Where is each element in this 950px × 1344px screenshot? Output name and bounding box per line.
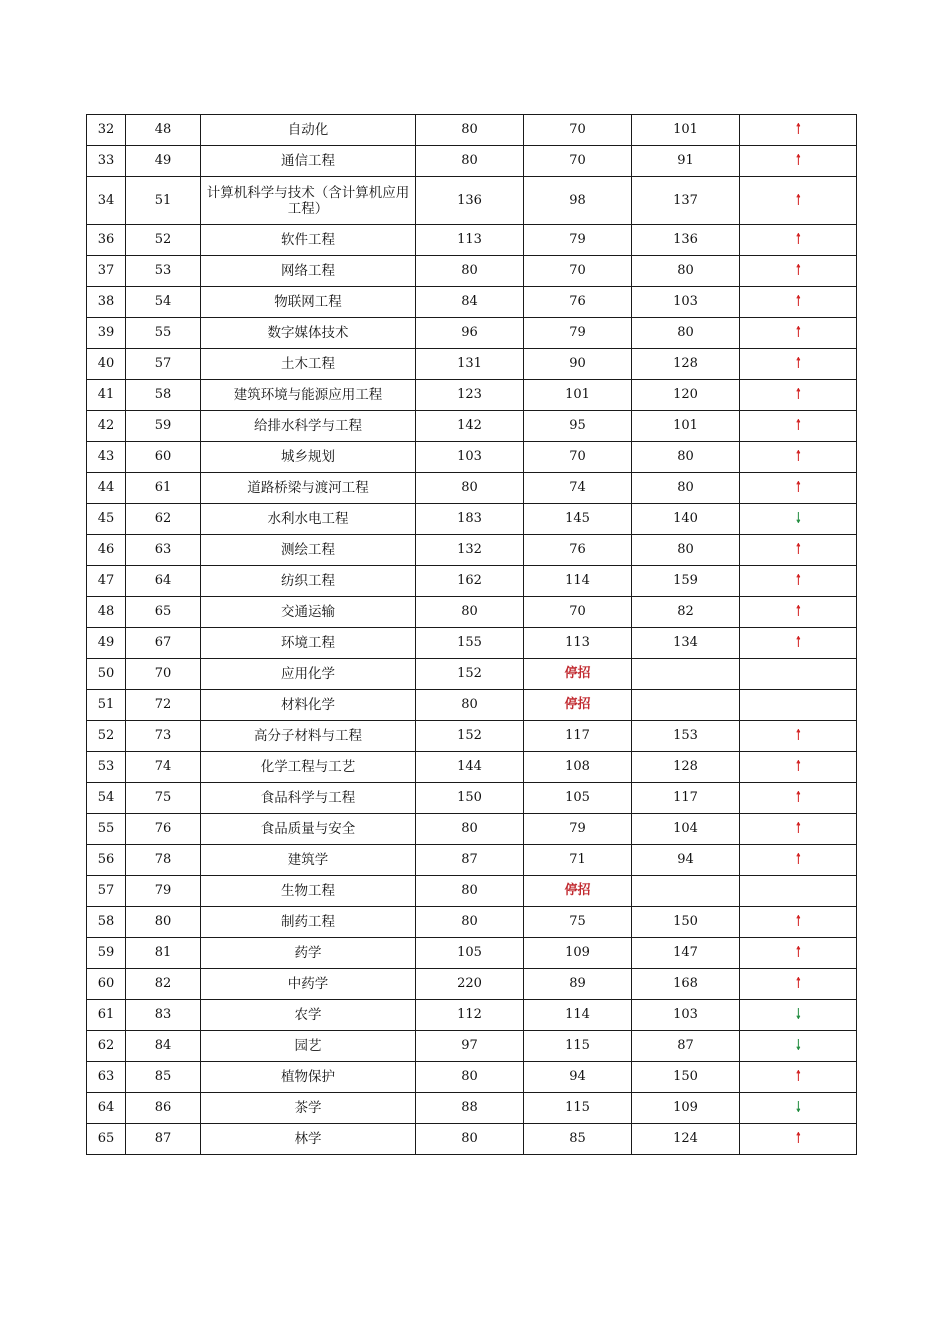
row-number-cell: 51 (87, 690, 126, 721)
trend-cell (740, 411, 857, 442)
table-row (87, 783, 857, 814)
score-col-3-cell: 104 (632, 814, 740, 845)
trend-cell (740, 752, 857, 783)
arrow-up-icon: ↑ (794, 633, 802, 651)
score-col-1-cell: 84 (416, 287, 524, 318)
major-code-cell: 72 (126, 690, 201, 721)
score-col-1-cell: 131 (416, 349, 524, 380)
arrow-up-icon: ↑ (794, 354, 802, 372)
trend-cell (740, 969, 857, 1000)
arrow-up-icon: ↑ (794, 819, 802, 837)
table-row (87, 535, 857, 566)
table-row (87, 566, 857, 597)
table-row (87, 938, 857, 969)
stopped-enrollment-label: 停招 (564, 697, 591, 712)
table-row (87, 146, 857, 177)
major-code-cell: 82 (126, 969, 201, 1000)
trend-cell (740, 256, 857, 287)
score-col-3-cell: 140 (632, 504, 740, 535)
trend-cell (740, 845, 857, 876)
score-col-3-cell: 168 (632, 969, 740, 1000)
row-number-cell: 47 (87, 566, 126, 597)
table-row (87, 1000, 857, 1031)
row-number-cell: 52 (87, 721, 126, 752)
major-name-cell: 农学 (201, 1000, 416, 1031)
major-name-cell: 化学工程与工艺 (201, 752, 416, 783)
arrow-up-icon: ↑ (794, 323, 802, 341)
score-col-3-cell: 103 (632, 287, 740, 318)
trend-cell (740, 783, 857, 814)
arrow-up-icon: ↑ (794, 788, 802, 806)
score-col-1-cell: 80 (416, 907, 524, 938)
trend-cell (740, 473, 857, 504)
arrow-up-icon: ↑ (794, 120, 802, 138)
major-name-cell: 软件工程 (201, 225, 416, 256)
major-code-cell: 55 (126, 318, 201, 349)
score-col-3-cell (632, 659, 740, 690)
score-col-2-cell (524, 876, 632, 907)
score-col-1-cell: 80 (416, 256, 524, 287)
score-col-3-cell: 128 (632, 752, 740, 783)
row-number-cell: 48 (87, 597, 126, 628)
row-number-cell: 56 (87, 845, 126, 876)
score-col-1-cell: 123 (416, 380, 524, 411)
arrow-up-icon: ↑ (794, 1067, 802, 1085)
major-name-cell: 食品科学与工程 (201, 783, 416, 814)
table-body (87, 115, 857, 1155)
arrow-up-icon: ↑ (794, 757, 802, 775)
row-number-cell: 37 (87, 256, 126, 287)
table-row (87, 473, 857, 504)
score-col-3-cell: 147 (632, 938, 740, 969)
score-col-3-cell: 109 (632, 1093, 740, 1124)
major-code-cell: 63 (126, 535, 201, 566)
major-name-cell: 林学 (201, 1124, 416, 1155)
score-col-2-cell: 101 (524, 380, 632, 411)
table-row (87, 1031, 857, 1062)
score-col-2-cell: 114 (524, 566, 632, 597)
table-row (87, 225, 857, 256)
major-name-cell: 物联网工程 (201, 287, 416, 318)
row-number-cell: 55 (87, 814, 126, 845)
major-name-cell: 给排水科学与工程 (201, 411, 416, 442)
score-col-1-cell: 80 (416, 690, 524, 721)
row-number-cell: 42 (87, 411, 126, 442)
arrow-up-icon: ↑ (794, 912, 802, 930)
score-col-1-cell: 155 (416, 628, 524, 659)
score-col-2-cell (524, 659, 632, 690)
score-col-1-cell: 136 (416, 177, 524, 225)
major-code-cell: 59 (126, 411, 201, 442)
score-col-2-cell: 115 (524, 1031, 632, 1062)
score-col-1-cell: 87 (416, 845, 524, 876)
major-code-cell: 67 (126, 628, 201, 659)
trend-cell (740, 659, 857, 690)
score-col-1-cell: 103 (416, 442, 524, 473)
score-col-2-cell: 90 (524, 349, 632, 380)
table-row (87, 318, 857, 349)
trend-cell (740, 146, 857, 177)
score-col-1-cell: 113 (416, 225, 524, 256)
major-name-cell: 道路桥梁与渡河工程 (201, 473, 416, 504)
trend-cell (740, 380, 857, 411)
trend-cell (740, 876, 857, 907)
trend-cell (740, 318, 857, 349)
major-name-cell: 纺织工程 (201, 566, 416, 597)
score-col-3-cell: 150 (632, 1062, 740, 1093)
row-number-cell: 36 (87, 225, 126, 256)
score-col-2-cell: 79 (524, 814, 632, 845)
trend-cell (740, 597, 857, 628)
major-code-cell: 54 (126, 287, 201, 318)
arrow-up-icon: ↑ (794, 385, 802, 403)
major-code-cell: 57 (126, 349, 201, 380)
score-col-3-cell: 87 (632, 1031, 740, 1062)
score-col-1-cell: 80 (416, 146, 524, 177)
score-col-1-cell: 220 (416, 969, 524, 1000)
major-name-cell: 网络工程 (201, 256, 416, 287)
score-col-1-cell: 162 (416, 566, 524, 597)
score-col-2-cell: 108 (524, 752, 632, 783)
trend-cell (740, 535, 857, 566)
score-col-1-cell: 80 (416, 814, 524, 845)
score-col-2-cell: 70 (524, 256, 632, 287)
arrow-up-icon: ↑ (794, 230, 802, 248)
row-number-cell: 64 (87, 1093, 126, 1124)
score-col-2-cell: 109 (524, 938, 632, 969)
trend-cell (740, 1093, 857, 1124)
major-code-cell: 76 (126, 814, 201, 845)
table-row (87, 115, 857, 146)
major-name-cell: 测绘工程 (201, 535, 416, 566)
major-name-cell: 植物保护 (201, 1062, 416, 1093)
major-name-cell: 食品质量与安全 (201, 814, 416, 845)
score-col-3-cell: 103 (632, 1000, 740, 1031)
table-row (87, 1124, 857, 1155)
row-number-cell: 34 (87, 177, 126, 225)
arrow-up-icon: ↑ (794, 261, 802, 279)
score-col-2-cell: 70 (524, 597, 632, 628)
score-col-1-cell: 142 (416, 411, 524, 442)
arrow-up-icon: ↑ (794, 478, 802, 496)
trend-cell (740, 1062, 857, 1093)
trend-cell (740, 177, 857, 225)
major-code-cell: 81 (126, 938, 201, 969)
score-col-3-cell: 80 (632, 318, 740, 349)
arrow-up-icon: ↑ (794, 850, 802, 868)
score-col-2-cell: 75 (524, 907, 632, 938)
major-name-cell: 土木工程 (201, 349, 416, 380)
arrow-up-icon: ↑ (794, 602, 802, 620)
score-col-1-cell: 80 (416, 473, 524, 504)
arrow-up-icon: ↑ (794, 540, 802, 558)
major-name-cell: 数字媒体技术 (201, 318, 416, 349)
major-score-table (86, 114, 857, 1155)
arrow-down-icon: ↓ (794, 509, 802, 527)
row-number-cell: 65 (87, 1124, 126, 1155)
score-col-3-cell: 150 (632, 907, 740, 938)
table-row (87, 969, 857, 1000)
major-code-cell: 51 (126, 177, 201, 225)
score-col-2-cell: 79 (524, 225, 632, 256)
major-name-cell: 中药学 (201, 969, 416, 1000)
arrow-up-icon: ↑ (794, 190, 802, 209)
major-name-cell: 建筑环境与能源应用工程 (201, 380, 416, 411)
major-code-cell: 84 (126, 1031, 201, 1062)
major-name-cell: 药学 (201, 938, 416, 969)
row-number-cell: 53 (87, 752, 126, 783)
row-number-cell: 38 (87, 287, 126, 318)
score-col-2-cell: 71 (524, 845, 632, 876)
stopped-enrollment-label: 停招 (564, 883, 591, 898)
score-col-3-cell: 136 (632, 225, 740, 256)
row-number-cell: 43 (87, 442, 126, 473)
table-row (87, 721, 857, 752)
table-row (87, 845, 857, 876)
major-code-cell: 73 (126, 721, 201, 752)
table-row (87, 814, 857, 845)
row-number-cell: 59 (87, 938, 126, 969)
score-col-3-cell: 134 (632, 628, 740, 659)
table-row (87, 380, 857, 411)
score-col-2-cell: 89 (524, 969, 632, 1000)
score-col-1-cell: 80 (416, 597, 524, 628)
table-row (87, 504, 857, 535)
score-col-2-cell: 85 (524, 1124, 632, 1155)
score-col-2-cell: 117 (524, 721, 632, 752)
score-col-1-cell: 97 (416, 1031, 524, 1062)
arrow-down-icon: ↓ (794, 1036, 802, 1054)
score-col-1-cell: 88 (416, 1093, 524, 1124)
row-number-cell: 50 (87, 659, 126, 690)
major-name-cell: 计算机科学与技术（含计算机应用工程） (201, 177, 416, 225)
score-col-1-cell: 80 (416, 1124, 524, 1155)
major-code-cell: 70 (126, 659, 201, 690)
major-code-cell: 78 (126, 845, 201, 876)
score-col-2-cell: 98 (524, 177, 632, 225)
trend-cell (740, 1000, 857, 1031)
score-col-3-cell: 80 (632, 535, 740, 566)
major-code-cell: 83 (126, 1000, 201, 1031)
table-row (87, 752, 857, 783)
score-col-3-cell: 153 (632, 721, 740, 752)
trend-cell (740, 1124, 857, 1155)
trend-cell (740, 349, 857, 380)
major-code-cell: 58 (126, 380, 201, 411)
score-col-3-cell: 101 (632, 411, 740, 442)
score-col-1-cell: 150 (416, 783, 524, 814)
row-number-cell: 58 (87, 907, 126, 938)
score-col-1-cell: 144 (416, 752, 524, 783)
row-number-cell: 54 (87, 783, 126, 814)
trend-cell (740, 938, 857, 969)
major-name-cell: 制药工程 (201, 907, 416, 938)
arrow-up-icon: ↑ (794, 726, 802, 744)
major-code-cell: 74 (126, 752, 201, 783)
major-name-cell: 环境工程 (201, 628, 416, 659)
arrow-up-icon: ↑ (794, 1129, 802, 1147)
score-col-3-cell: 80 (632, 256, 740, 287)
major-name-cell: 茶学 (201, 1093, 416, 1124)
score-col-3-cell: 82 (632, 597, 740, 628)
arrow-up-icon: ↑ (794, 416, 802, 434)
score-col-3-cell: 94 (632, 845, 740, 876)
major-code-cell: 53 (126, 256, 201, 287)
arrow-up-icon: ↑ (794, 447, 802, 465)
trend-cell (740, 1031, 857, 1062)
major-code-cell: 52 (126, 225, 201, 256)
row-number-cell: 46 (87, 535, 126, 566)
trend-cell (740, 115, 857, 146)
major-code-cell: 65 (126, 597, 201, 628)
trend-cell (740, 504, 857, 535)
score-col-2-cell: 115 (524, 1093, 632, 1124)
trend-cell (740, 287, 857, 318)
score-col-1-cell: 80 (416, 1062, 524, 1093)
major-code-cell: 64 (126, 566, 201, 597)
arrow-up-icon: ↑ (794, 151, 802, 169)
score-col-3-cell: 80 (632, 473, 740, 504)
arrow-up-icon: ↑ (794, 974, 802, 992)
trend-cell (740, 814, 857, 845)
trend-cell (740, 690, 857, 721)
score-col-1-cell: 152 (416, 659, 524, 690)
score-col-1-cell: 80 (416, 876, 524, 907)
score-col-3-cell: 101 (632, 115, 740, 146)
major-name-cell: 建筑学 (201, 845, 416, 876)
score-col-3-cell: 117 (632, 783, 740, 814)
table-row (87, 349, 857, 380)
score-col-1-cell: 96 (416, 318, 524, 349)
score-col-2-cell: 145 (524, 504, 632, 535)
table-row (87, 597, 857, 628)
row-number-cell: 39 (87, 318, 126, 349)
score-col-1-cell: 152 (416, 721, 524, 752)
major-code-cell: 86 (126, 1093, 201, 1124)
major-name-cell: 水利水电工程 (201, 504, 416, 535)
major-code-cell: 85 (126, 1062, 201, 1093)
major-name-cell: 应用化学 (201, 659, 416, 690)
arrow-down-icon: ↓ (794, 1005, 802, 1023)
score-col-3-cell: 137 (632, 177, 740, 225)
score-col-1-cell: 183 (416, 504, 524, 535)
score-col-1-cell: 105 (416, 938, 524, 969)
major-name-cell: 材料化学 (201, 690, 416, 721)
row-number-cell: 33 (87, 146, 126, 177)
major-name-cell: 交通运输 (201, 597, 416, 628)
major-name-cell: 城乡规划 (201, 442, 416, 473)
score-col-3-cell: 128 (632, 349, 740, 380)
table-row (87, 177, 857, 225)
score-col-2-cell (524, 690, 632, 721)
score-col-2-cell: 70 (524, 115, 632, 146)
major-code-cell: 49 (126, 146, 201, 177)
major-code-cell: 79 (126, 876, 201, 907)
trend-cell (740, 442, 857, 473)
table-row (87, 1093, 857, 1124)
major-name-cell: 高分子材料与工程 (201, 721, 416, 752)
table-row (87, 442, 857, 473)
score-col-2-cell: 113 (524, 628, 632, 659)
table-row (87, 690, 857, 721)
score-col-3-cell: 124 (632, 1124, 740, 1155)
row-number-cell: 62 (87, 1031, 126, 1062)
score-col-2-cell: 74 (524, 473, 632, 504)
table-row (87, 1062, 857, 1093)
table-row (87, 256, 857, 287)
table-row (87, 876, 857, 907)
score-col-3-cell: 80 (632, 442, 740, 473)
major-name-cell: 通信工程 (201, 146, 416, 177)
trend-cell (740, 907, 857, 938)
score-col-2-cell: 105 (524, 783, 632, 814)
score-col-3-cell: 91 (632, 146, 740, 177)
major-code-cell: 48 (126, 115, 201, 146)
row-number-cell: 57 (87, 876, 126, 907)
table-row (87, 411, 857, 442)
arrow-up-icon: ↑ (794, 292, 802, 310)
major-code-cell: 80 (126, 907, 201, 938)
score-col-3-cell: 120 (632, 380, 740, 411)
row-number-cell: 60 (87, 969, 126, 1000)
score-col-1-cell: 80 (416, 115, 524, 146)
trend-cell (740, 225, 857, 256)
score-col-2-cell: 95 (524, 411, 632, 442)
row-number-cell: 63 (87, 1062, 126, 1093)
major-code-cell: 87 (126, 1124, 201, 1155)
major-name-cell: 自动化 (201, 115, 416, 146)
score-col-3-cell: 159 (632, 566, 740, 597)
row-number-cell: 44 (87, 473, 126, 504)
score-col-2-cell: 76 (524, 287, 632, 318)
score-col-2-cell: 79 (524, 318, 632, 349)
stopped-enrollment-label: 停招 (564, 666, 591, 681)
score-col-2-cell: 94 (524, 1062, 632, 1093)
score-col-2-cell: 76 (524, 535, 632, 566)
row-number-cell: 45 (87, 504, 126, 535)
score-col-2-cell: 70 (524, 442, 632, 473)
major-name-cell: 园艺 (201, 1031, 416, 1062)
row-number-cell: 32 (87, 115, 126, 146)
table-row (87, 628, 857, 659)
table-row (87, 659, 857, 690)
table-row (87, 907, 857, 938)
major-code-cell: 61 (126, 473, 201, 504)
major-code-cell: 60 (126, 442, 201, 473)
score-col-1-cell: 132 (416, 535, 524, 566)
score-col-1-cell: 112 (416, 1000, 524, 1031)
score-col-3-cell (632, 690, 740, 721)
row-number-cell: 49 (87, 628, 126, 659)
arrow-down-icon: ↓ (794, 1098, 802, 1116)
trend-cell (740, 566, 857, 597)
arrow-up-icon: ↑ (794, 571, 802, 589)
score-col-3-cell (632, 876, 740, 907)
arrow-up-icon: ↑ (794, 943, 802, 961)
trend-cell (740, 721, 857, 752)
row-number-cell: 61 (87, 1000, 126, 1031)
score-col-2-cell: 114 (524, 1000, 632, 1031)
major-code-cell: 62 (126, 504, 201, 535)
major-name-cell: 生物工程 (201, 876, 416, 907)
major-code-cell: 75 (126, 783, 201, 814)
trend-cell (740, 628, 857, 659)
table-row (87, 287, 857, 318)
row-number-cell: 40 (87, 349, 126, 380)
score-col-2-cell: 70 (524, 146, 632, 177)
row-number-cell: 41 (87, 380, 126, 411)
